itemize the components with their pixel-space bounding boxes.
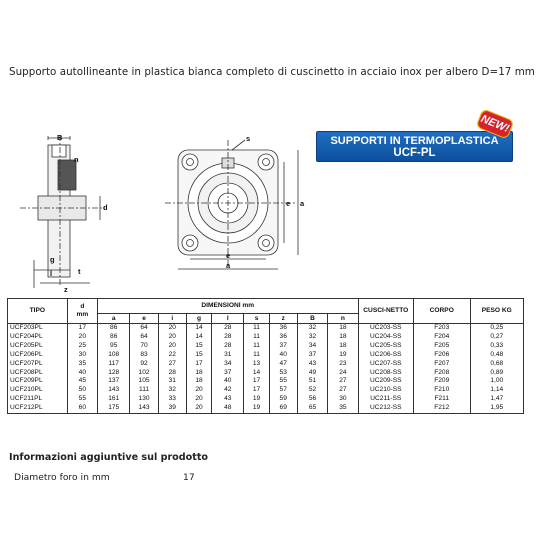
table-cell: 34 xyxy=(297,342,327,351)
table-cell: UCF211PL xyxy=(8,395,68,404)
table-cell: 35 xyxy=(328,404,358,413)
table-cell: 51 xyxy=(297,377,327,386)
table-row xyxy=(8,369,524,378)
table-cell: 20 xyxy=(158,324,186,333)
front-view-drawing xyxy=(165,140,298,269)
table-cell: UCF210PL xyxy=(8,386,68,395)
table-cell: 27 xyxy=(328,386,358,395)
table-cell: 20 xyxy=(186,404,211,413)
table-cell: 60 xyxy=(67,404,97,413)
header-sub-g: g xyxy=(186,314,211,324)
table-cell: 30 xyxy=(67,351,97,360)
table-cell: UCF209PL xyxy=(8,377,68,386)
table-cell: 31 xyxy=(158,377,186,386)
table-cell: 105 xyxy=(130,377,158,386)
table-row xyxy=(8,395,524,404)
bore-diameter-value: 17 xyxy=(183,472,195,483)
additional-info-heading: Informazioni aggiuntive sul prodotto xyxy=(9,452,209,463)
table-row xyxy=(8,377,524,386)
dim-label-g: g xyxy=(50,255,55,264)
table-cell: 19 xyxy=(244,395,269,404)
table-cell: 86 xyxy=(98,324,130,333)
specifications-table xyxy=(7,298,524,414)
table-cell: 55 xyxy=(269,377,297,386)
header-sub-n: n xyxy=(328,314,358,324)
table-cell: UCF208PL xyxy=(8,369,68,378)
table-cell: 0,89 xyxy=(470,369,523,378)
dim-label-l: l xyxy=(50,269,53,278)
table-cell: 1,47 xyxy=(470,395,523,404)
table-cell: 13 xyxy=(244,360,269,369)
table-cell: 37 xyxy=(269,342,297,351)
table-cell: 42 xyxy=(212,386,244,395)
table-cell: 14 xyxy=(186,324,211,333)
header-d-symbol: d xyxy=(80,303,85,310)
table-cell: 33 xyxy=(158,395,186,404)
dim-label-a-vertical: a xyxy=(300,199,305,208)
table-cell: UC205-SS xyxy=(358,342,413,351)
table-cell: 47 xyxy=(269,360,297,369)
header-sub-s: s xyxy=(244,314,269,324)
table-row xyxy=(8,351,524,360)
table-cell: 1,14 xyxy=(470,386,523,395)
table-cell: 43 xyxy=(297,360,327,369)
table-cell: 32 xyxy=(297,324,327,333)
table-cell: 19 xyxy=(328,351,358,360)
table-row xyxy=(8,386,524,395)
table-cell: 14 xyxy=(186,333,211,342)
dim-label-a-horizontal: a xyxy=(226,261,231,270)
table-cell: UCF203PL xyxy=(8,324,68,333)
table-cell: 56 xyxy=(297,395,327,404)
table-cell: 55 xyxy=(67,395,97,404)
header-corpo: CORPO xyxy=(414,299,471,324)
table-cell: 83 xyxy=(130,351,158,360)
table-cell: 15 xyxy=(186,342,211,351)
table-cell: 17 xyxy=(186,360,211,369)
table-cell: 45 xyxy=(67,377,97,386)
table-cell: 27 xyxy=(158,360,186,369)
table-cell: 32 xyxy=(158,386,186,395)
table-cell: 18 xyxy=(186,377,211,386)
table-cell: F212 xyxy=(414,404,471,413)
table-cell: UCF206PL xyxy=(8,351,68,360)
table-row xyxy=(8,404,524,413)
table-cell: 1,00 xyxy=(470,377,523,386)
header-sub-i: i xyxy=(158,314,186,324)
table-cell: 23 xyxy=(328,360,358,369)
table-cell: 0,33 xyxy=(470,342,523,351)
table-cell: 34 xyxy=(212,360,244,369)
dim-label-B: B xyxy=(57,133,63,142)
table-cell: UC210-SS xyxy=(358,386,413,395)
table-cell: 70 xyxy=(130,342,158,351)
table-cell: F210 xyxy=(414,386,471,395)
table-cell: 59 xyxy=(269,395,297,404)
side-view-drawing xyxy=(20,135,105,288)
table-cell: 37 xyxy=(212,369,244,378)
table-cell: 0,48 xyxy=(470,351,523,360)
table-cell: 43 xyxy=(212,395,244,404)
header-d xyxy=(67,299,97,324)
table-cell: 32 xyxy=(297,333,327,342)
table-cell: UC211-SS xyxy=(358,395,413,404)
table-cell: UC204-SS xyxy=(358,333,413,342)
table-cell: 0,27 xyxy=(470,333,523,342)
table-cell: 64 xyxy=(130,333,158,342)
table-cell: 64 xyxy=(130,324,158,333)
table-cell: F205 xyxy=(414,342,471,351)
table-cell: 49 xyxy=(297,369,327,378)
header-tipo: TIPO xyxy=(8,299,68,324)
table-cell: 161 xyxy=(98,395,130,404)
dim-label-e-horizontal: e xyxy=(226,251,231,260)
table-cell: 18 xyxy=(328,324,358,333)
table-cell: UC208-SS xyxy=(358,369,413,378)
table-cell: UC212-SS xyxy=(358,404,413,413)
dim-label-t: t xyxy=(78,267,81,276)
table-cell: 39 xyxy=(158,404,186,413)
header-sub-z: z xyxy=(269,314,297,324)
banner-series: UCF-PL xyxy=(393,147,436,159)
table-cell: 19 xyxy=(244,404,269,413)
table-row xyxy=(8,360,524,369)
table-cell: 175 xyxy=(98,404,130,413)
table-cell: 102 xyxy=(130,369,158,378)
table-cell: 20 xyxy=(186,395,211,404)
table-cell: UC203-SS xyxy=(358,324,413,333)
table-cell: F204 xyxy=(414,333,471,342)
table-cell: 17 xyxy=(244,377,269,386)
table-cell: F209 xyxy=(414,377,471,386)
table-cell: 1,95 xyxy=(470,404,523,413)
table-cell: 11 xyxy=(244,351,269,360)
table-cell: 137 xyxy=(98,377,130,386)
table-cell: 15 xyxy=(186,351,211,360)
table-cell: UCF207PL xyxy=(8,360,68,369)
table-cell: 95 xyxy=(98,342,130,351)
table-cell: 143 xyxy=(130,404,158,413)
table-cell: 28 xyxy=(158,369,186,378)
table-cell: 40 xyxy=(67,369,97,378)
table-cell: 0,68 xyxy=(470,360,523,369)
table-cell: F206 xyxy=(414,351,471,360)
table-cell: UC209-SS xyxy=(358,377,413,386)
table-cell: UCF205PL xyxy=(8,342,68,351)
table-cell: 53 xyxy=(269,369,297,378)
table-cell: 25 xyxy=(67,342,97,351)
table-cell: 28 xyxy=(212,333,244,342)
table-cell: 111 xyxy=(130,386,158,395)
table-row xyxy=(8,333,524,342)
table-cell: 35 xyxy=(67,360,97,369)
table-cell: 0,25 xyxy=(470,324,523,333)
table-cell: F208 xyxy=(414,369,471,378)
header-peso: PESO KG xyxy=(470,299,523,324)
product-series-banner xyxy=(316,131,513,162)
banner-title: SUPPORTI IN TERMOPLASTICA xyxy=(330,135,499,147)
table-cell: UC207-SS xyxy=(358,360,413,369)
table-cell: 57 xyxy=(269,386,297,395)
table-cell: 18 xyxy=(328,333,358,342)
product-description: Supporto autollineante in plastica bianca completo di cuscinetto in acciaio inox per albero D=17 mm xyxy=(9,66,535,78)
dim-label-n: n xyxy=(74,155,79,164)
table-cell: 27 xyxy=(328,377,358,386)
table-cell: 11 xyxy=(244,342,269,351)
new-badge: NEW! xyxy=(475,108,514,139)
table-cell: 143 xyxy=(98,386,130,395)
table-cell: 40 xyxy=(212,377,244,386)
table-cell: 28 xyxy=(212,342,244,351)
table-row xyxy=(8,324,524,333)
table-cell: F207 xyxy=(414,360,471,369)
table-cell: 86 xyxy=(98,333,130,342)
table-cell: F203 xyxy=(414,324,471,333)
bore-diameter-label: Diametro foro in mm xyxy=(14,472,110,483)
table-cell: 48 xyxy=(212,404,244,413)
table-cell: 92 xyxy=(130,360,158,369)
header-sub-e: e xyxy=(130,314,158,324)
table-cell: 128 xyxy=(98,369,130,378)
table-cell: 28 xyxy=(212,324,244,333)
dim-label-e-vertical: e xyxy=(286,199,291,208)
table-cell: 20 xyxy=(186,386,211,395)
table-cell: 37 xyxy=(297,351,327,360)
dim-label-z: z xyxy=(64,285,68,294)
table-cell: 117 xyxy=(98,360,130,369)
table-cell: 130 xyxy=(130,395,158,404)
table-cell: 17 xyxy=(244,386,269,395)
header-dimensioni: DIMENSIONI mm xyxy=(98,299,359,314)
table-cell: 24 xyxy=(328,369,358,378)
table-cell: 40 xyxy=(269,351,297,360)
table-cell: 18 xyxy=(328,342,358,351)
table-cell: 69 xyxy=(269,404,297,413)
table-cell: 20 xyxy=(67,333,97,342)
table-cell: 20 xyxy=(158,333,186,342)
table-cell: 36 xyxy=(269,333,297,342)
table-cell: 52 xyxy=(297,386,327,395)
table-cell: UCF204PL xyxy=(8,333,68,342)
table-cell: 36 xyxy=(269,324,297,333)
table-cell: 22 xyxy=(158,351,186,360)
table-cell: 14 xyxy=(244,369,269,378)
table-row xyxy=(8,342,524,351)
table-cell: F211 xyxy=(414,395,471,404)
header-sub-a: a xyxy=(98,314,130,324)
header-sub-l: l xyxy=(212,314,244,324)
table-cell: 65 xyxy=(297,404,327,413)
table-cell: 31 xyxy=(212,351,244,360)
table-cell: 11 xyxy=(244,324,269,333)
dim-label-d: d xyxy=(103,203,108,212)
table-cell: 11 xyxy=(244,333,269,342)
table-cell: UCF212PL xyxy=(8,404,68,413)
header-cuscinetto: CUSCI-NETTO xyxy=(358,299,413,324)
table-cell: 20 xyxy=(158,342,186,351)
header-sub-B: B xyxy=(297,314,327,324)
table-cell: 50 xyxy=(67,386,97,395)
table-cell: 17 xyxy=(67,324,97,333)
header-d-unit: mm xyxy=(76,311,89,318)
table-cell: UC206-SS xyxy=(358,351,413,360)
table-cell: 18 xyxy=(186,369,211,378)
table-cell: 108 xyxy=(98,351,130,360)
dim-label-s: s xyxy=(246,134,251,143)
table-cell: 30 xyxy=(328,395,358,404)
